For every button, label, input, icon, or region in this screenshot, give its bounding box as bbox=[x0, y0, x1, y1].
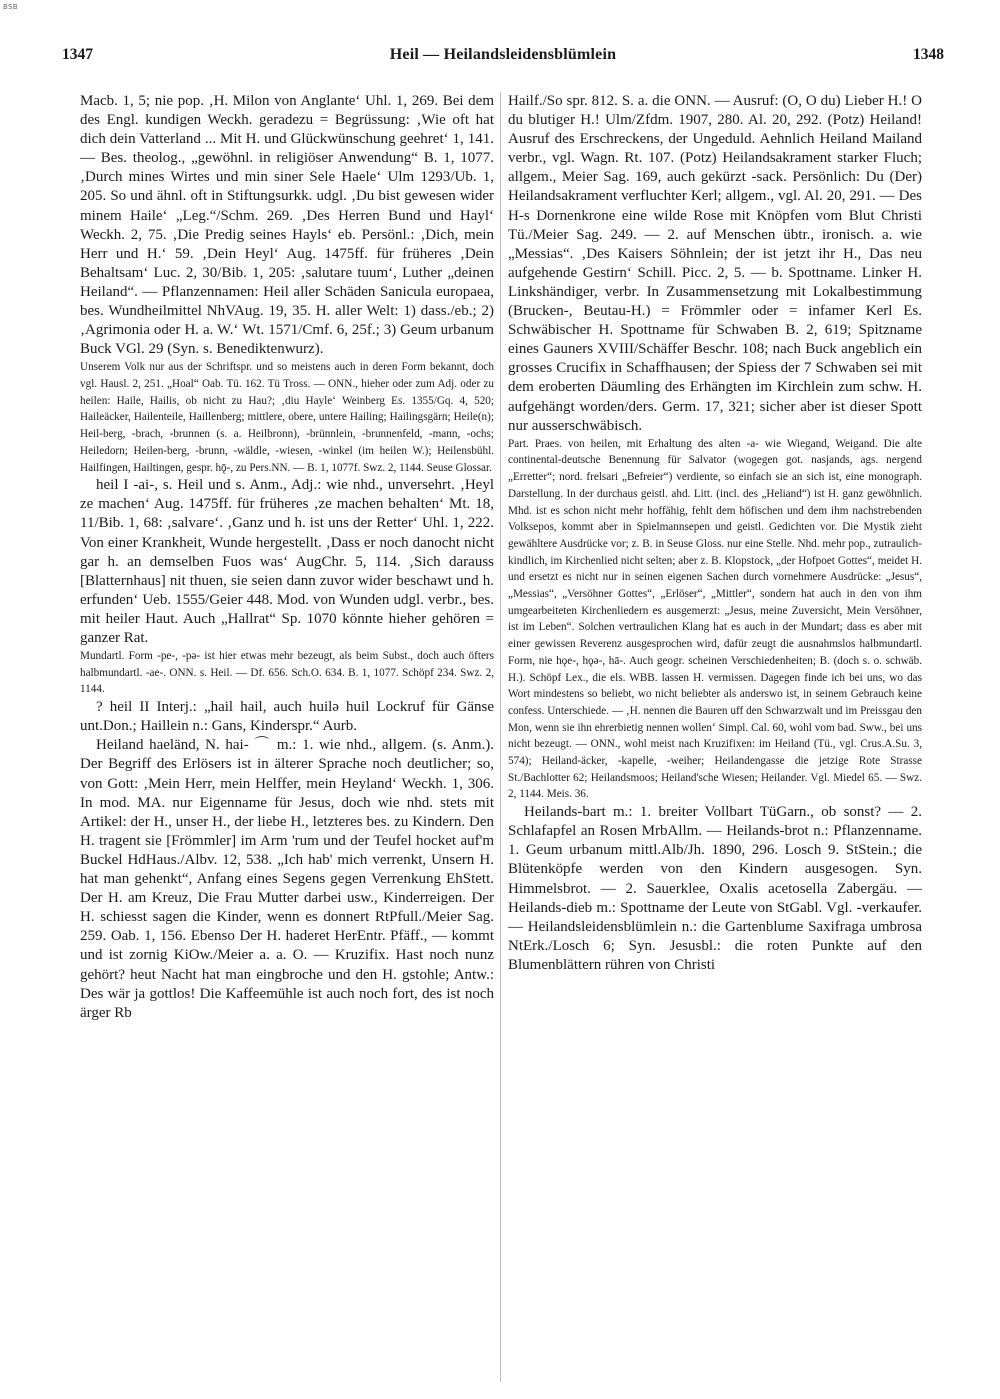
note-heil-noun: Unserem Volk nur aus der Schriftspr. und so meistens auch in deren Form bekannt, doch vgl. Hausl. 2, 251. „Hoal“ Oab. Tü. 162. Tü Tross. — ONN., hieher oder zum Adj. oder zu heilen: Haile, Hailis, ob nicht zu Hau?; ‚diu Hayle‘ Weinberg Es. 1355/Gq. 4, 520; Haileäcker, Hailenteile, Haillenberg; mittlere, obere, untere Hailing; Hailingsgärn; Heile(n); Heil-berg, -brach, -brunnen (s. a. Heilbronn), -brünnlein, -brunnenfeld, -mann, -ochs; Heiledorn; Heilen-berg, -brunn, -wäldle, -wiesen, -winkel (im heilen W.); Heilensbühl. Hailfingen, Hailtingen, gespr. hǭ-, zu Pers.NN. — B. 1, 1077f. Swz. 2, 1144. Seuse Glossar. bbox=[80, 361, 494, 474]
page-title: Heil — Heilandsleidensblümlein bbox=[389, 46, 617, 63]
page-number-right: 1348 bbox=[913, 46, 944, 63]
note-heil-adjective: Mundartl. Form -pe-, -pə- ist hier etwas mehr bezeugt, als beim Subst., doch auch öfters halbmundartl. -ae-. ONN. s. Heil. — Df. 656. Sch.O. 634. B. 1, 1077. Schöpf 234. Swz. 2, 1144. bbox=[80, 650, 494, 696]
entry-heil-adjective: heil I -ai-, s. Heil und s. Anm., Adj.: wie nhd., unversehrt. ‚Heyl ze machen‘ Aug. 1475ff. für früheres ‚ze machen behalten‘ Mt. 18, 11/Bib. 1, 68: ‚salvare‘. ‚Ganz und h. ist uns der Retter‘ Uhl. 1, 222. Von einer Krankheit, Wunde hergestellt. ‚Dass er noch danocht nicht gar h. an demselben Fuos was‘ AugChr. 5, 114. ‚Sich darauss [Blatternhaus] nit thuen, sie seien dann zuvor wider beschawt und h. erfunden‘ Ueb. 1555/Geier 448. Mod. von Wunden udgl. verbr., bes. mit heiler Haut. Auch „Hallrat“ Sp. 1070 könnte hieher gehören = ganzer Rat. bbox=[80, 477, 494, 646]
page-number-left: 1347 bbox=[62, 46, 93, 63]
running-head bbox=[62, 46, 944, 70]
column-divider bbox=[500, 92, 501, 1382]
library-stamp: BSB bbox=[3, 3, 18, 11]
entry-heilands-compounds: Heilands-bart m.: 1. breiter Vollbart TüGarn., ob sonst? — 2. Schlafapfel an Rosen MrbAllm. — Heilands-brot n.: Pflanzenname. 1. Geum urbanum mittl.Alb/Jh. 1890, 296. Losch 9. StStein.; die Blütenköpfe werden von den Kindern ausgesogen. Syn. Himmelsbrot. — 2. Sauerklee, Oxalis acetosella Zabergäu. — Heilands-dieb m.: Spottname der Leute von StGabl. Vgl. -verkaufer. — Heilandsleidensblümlein n.: die Gartenblume Saxifraga umbrosa NtErk./Losch 6; Syn. Jesusbl.: die roten Punkte auf den Blumenblättern rühren von Christi bbox=[508, 804, 922, 973]
column-right bbox=[508, 92, 922, 1392]
entry-heiland-continued: Hailf./So spr. 812. S. a. die ONN. — Ausruf: (O, O du) Lieber H.! O du blutiger H.! Ulm/Zfdm. 1907, 280. Al. 20, 292. (Potz) Heiland! Ausruf des Erschreckens, der Ungeduld. Aehnlich Heiland Mailand verbr., vgl. Wagn. Rt. 107. (Potz) Heilandsakrament starker Fluch; allgem., Meier Sag. 169, auch gekürzt -sack. Persönlich: Du (Der) Heilandsakrament verfluchter Kerl; allgem., vgl. Al. 20, 291. — Des H-s Dornenkrone eine wilde Rose mit Knöpfen vom Blut Christi Tü./Meier Sag. 249. — 2. auf Menschen übtr., ironisch. a. wie „Messias“. ‚Des Kaisers Söhnlein; der ist jetzt ihr H., Das neu aufgehende Gestirn‘ Schill. Picc. 2, 5. — b. Spottname. Linker H. Linkshändiger, verbr. In Zusammensetzung mit Lokalbestimmung (Brucken-, Beutau-H.) = Frömmler oder = infamer Kerl Es. Schwäbischer H. Spottname für Schwaben B. 2, 619; Spitzname eines Gauners XVIII/Schäffer Beschr. 108; nach Buck angeblich ein grosses Crucifix in Schaffhausen; der Spiess der 7 Schwaben sei mit dem eroberten Däumling des Erhängten im Kirchlein zum schw. H. aufgehängt worden/ders. Germ. 17, 321; sicher aber ist dieser Spott nur ausserschwäbisch. bbox=[508, 93, 922, 434]
entry-heil-noun-continued: Macb. 1, 5; nie pop. ‚H. Milon von Anglante‘ Uhl. 1, 269. Bei dem des Engl. kundigen Weckh. geradezu = Begrüssung: ‚Wie oft hat dich dein Vatterland ... Mit H. und Glückwünschung geehret‘ 1, 141. — Bes. theolog., „gewöhnl. in religiöser Anwendung“ B. 1, 1077. ‚Durch mines Wirtes und min siner Sele Haele‘ Ulm 1293/Ub. 1, 205. So und ähnl. oft in Stiftungsurkk. udgl. ‚Du bist gewesen wider minem Haile‘ „Leg.“/Schm. 269. ‚Des Herren Bund und Hayl‘ Weckh. 2, 75. ‚Die Predig seines Hayls‘ eb. Persönl.: ‚Dich, mein Herr und H.‘ 59. ‚Dein Heyl‘ Aug. 1475ff. für früheres ‚Dein Behaltsam‘ Luc. 2, 30/Bib. 1, 205: ‚salutare tuum‘, Luther „deinen Heiland“. — Pflanzennamen: Heil aller Schäden Sanicula europaea, bes. Wundheilmittel NhVAug. 19, 35. H. aller Welt: 1) dass./eb.; 2) ‚Agrimonia oder H. a. W.‘ Wt. 1571/Cmf. 6, 25f.; 3) Geum urbanum Buck VGl. 29 (Syn. s. Benediktenwurz). bbox=[80, 93, 494, 358]
entry-heil-interjection: ? heil II Interj.: „hail hail, auch huilə huil Lockruf für Gänse unt.Don.; Haillein n.: Gans, Kinderspr.“ Aurb. bbox=[80, 699, 494, 735]
column-left bbox=[80, 92, 494, 1392]
note-heiland: Part. Praes. von heilen, mit Erhaltung des alten -a- wie Wiegand, Weigand. Die alte continental-deutsche Benennung für Salvator (wogegen got. nasjands, ags. nergend „Erretter“; nord. frelsari „Befreier“) verdiente, so einfach sie an sich ist, eine monograph. Darstellung. In der durchaus geistl. ahd. Litt. (incl. des „Heliand“) ist H. ganz gewöhnlich. Mhd. ist es schon nicht mehr hoffähig, fehlt dem höfischen und dem ihm nachstrebenden Volksepos, kommt aber in Spielmannsepen und geistl. Gedichten vor. Die Mystik zieht gewähltere Ausdrücke vor; z. B. in Seuse Gloss. nur eine Stelle. Nhd. mehr pop., zutraulich-kindlich, im Kirchenlied nicht selten; aber z. B. Klopstock, „der Hofpoet Gottes“, meidet H. und ersetzt es nicht nur in seinen eigenen Sachen durch vornehmere Ausdrücke: „Jesus“, „Messias“, „Versöhner Gottes“, „Erlöser“, „Mittler“, sondern hat auch in den von ihm umgearbeiteten Kirchenliedern es ausgemerzt: „Jesus, meine Zuversicht, Mein Versöhner, ist im Leben“. Solchen vertraulichen Klang hat es auch in der Mundart; dass es aber mit einer gewissen Reverenz ausgesprochen wird, dafür zeugt die ausnahmslos halbmundartl. Form, nie hǫe-, hǫə-, hā-. Auch geogr. scheinen Verschiedenheiten; B. (doch s. o. schwäb. H.). Schöpf Lex., die els. WBB. lassen H. vermissen. Dagegen finde ich bei uns, wo das Wort mindestens so beliebt, wo nicht beliebter als anderswo ist, in seinem Gebrauch keine confess. Unterschiede. — ‚H. nennen die Bauren uff den Schwarzwalt und im Preissgau den Mon, wenn sie ihn ehrerbietig nennen wollen‘ Simpl. Cal. 60, wohl vom bad. Sww., bei uns nicht bezeugt. — ONN., wohl meist nach Kruzifixen: im Heiland (Tü., vgl. Crus.A.Su. 3, 574); Heiland-äcker, -kapelle, -weiher; Heilandengasse die jetzige Rote Strasse St./Bachlotter 62; Heilandsmoos; Heiland'sche Wiesen; Heilander. Vgl. Miedel 65. — Swz. 2, 1144. Meis. 36. bbox=[508, 437, 922, 801]
entry-heiland: Heiland haeländ, N. hai- ⌒ m.: 1. wie nhd., allgem. (s. Anm.). Der Begriff des Erlösers ist in älterer Sprache noch deutlicher; so, von Gott: ‚Mein Herr, mein Helffer, mein Heyland‘ Weckh. 1, 306. In mod. MA. nur Eigenname für Jesus, doch wie nhd. stets mit Artikel: der H., unser H., der liebe H., letzteres bes. zu Kindern. Den H. tragent sie [Frömmler] im Arm 'rum und der Teufel hocket auf'm Buckel HdHaus./Albv. 12, 538. „Ich hab' mich verrenkt, Unsern H. hat man gehenkt“, Anfang eines Segens gegen Verrenkung EhStett. Der H. am Kreuz, Die Frau Mutter darbei usw., Kinderreigen. Der H. schiesst sagen die Kinder, wenn es donnert RtPfull./Meier Sag. 259. Oab. 1, 156. Ebenso Der H. haderet HerEntr. Pfäff., — kommt und ist zornig KiOw./Meier a. a. O. — Kruzifix. Hast noch nunz gehört? heut Nacht hat man eingbroche und den H. gstohle; Antw.: Des wär ja gottlos! Die Kaffeemühle ist auch noch fort, des ist noch ärger Rb bbox=[80, 737, 494, 1021]
